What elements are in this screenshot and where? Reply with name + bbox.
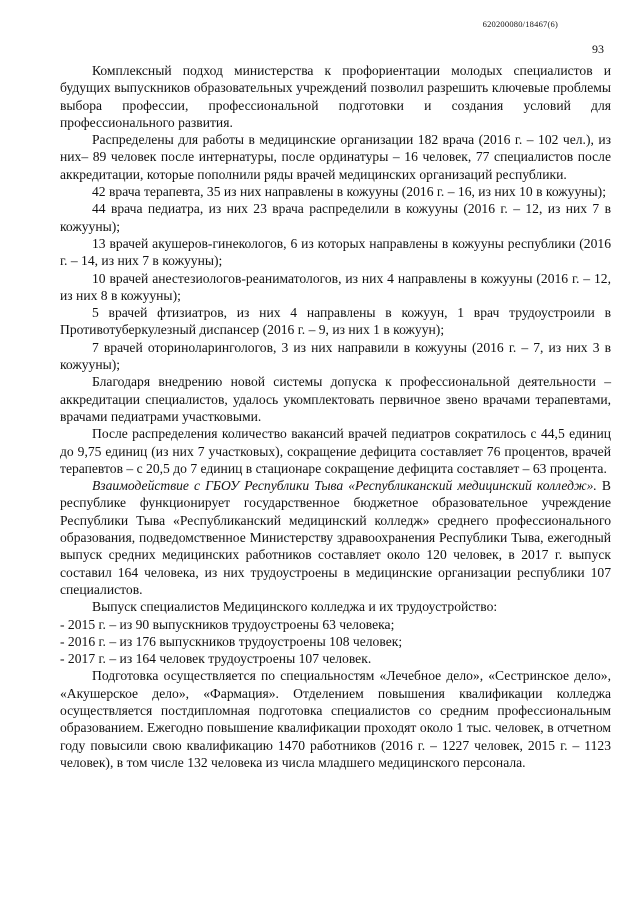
paragraph: После распределения количество вакансий врачей педиатров сократилось с 44,5 единиц до 9,75 единиц (из них 7 участковых), сокращение дефицита составляет 76 процентов, врачей терапевтов – с 20,5 до 7 единиц в стационаре сокращение дефицита составляет – 63 процента. — [60, 426, 611, 476]
document-body — [60, 62, 611, 771]
document-id: 620200080/18467(6) — [482, 19, 558, 29]
paragraph-college — [60, 477, 611, 598]
paragraph: 44 врача педиатра, из них 23 врача распределили в кожууны (2016 г. – 12, из них 7 в кожууны); — [60, 201, 611, 234]
paragraph: Распределены для работы в медицинские организации 182 врача (2016 г. – 102 чел.), из них– 89 человек после интернатуры, после ординатуры – 16 человек, 77 специалистов после аккредитации, которые пополнили ряды врачей медицинских организаций республики. — [60, 132, 611, 182]
section-heading-italic: Взаимодействие с ГБОУ Республики Тыва «Республиканский медицинский колледж». — [92, 478, 597, 494]
paragraph: 5 врачей фтизиатров, из них 4 направлены в кожуун, 1 врач трудоустроили в Противотуберкулезный диспансер (2016 г. – 9, из них 1 в кожуун); — [60, 305, 611, 338]
list-item: - 2017 г. – из 164 человек трудоустроены 107 человек. — [60, 651, 372, 667]
list-item: - 2016 г. – из 176 выпускников трудоустроены 108 человек; — [60, 633, 403, 649]
paragraph: 10 врачей анестезиологов-реаниматологов, из них 4 направлены в кожууны (2016 г. – 12, из них 8 в кожууны); — [60, 270, 611, 303]
paragraph: Выпуск специалистов Медицинского колледжа и их трудоустройство: — [92, 599, 498, 615]
paragraph-text: В республике функционирует государственное бюджетное образовательное учреждение Республики Тыва «Республиканский медицинский колледж» среднего профессионального образования, подведомственное Министерству здравоохранения Республики Тыва, ежегодный выпуск средних медицинских работников составляет около 120 человек, в 2017 г. выпуск составил 164 человека, из них трудоустроены в медицинские организации республики 107 специалистов. — [60, 478, 612, 597]
paragraph: Комплексный подход министерства к профориентации молодых специалистов и будущих выпускников образовательных учреждений позволил разрешить ключевые проблемы выбора профессии, профессиональной подготовки и создания условий для профессионального развития. — [60, 63, 611, 130]
paragraph: Благодаря внедрению новой системы допуска к профессиональной деятельности – аккредитации специалистов, удалось укомплектовать первичное звено врачами терапевтами, врачами педиатрами участковыми. — [60, 374, 611, 424]
list-item: - 2015 г. – из 90 выпускников трудоустроены 63 человека; — [60, 616, 395, 632]
paragraph: Подготовка осуществляется по специальностям «Лечебное дело», «Сестринское дело», «Акушерское дело», «Фармация». Отделением повышения квалификации колледжа осуществляется постдипломная подготовка специалистов со средним профессиональным образованием. Ежегодно повышение квалификации проходят около 1 тыс. человек, в отчетном году повысили свою квалификацию 1470 работников (2016 г. – 1227 человек, 2015 г. – 1123 человек), в том числе 132 человека из числа младшего медицинского персонала. — [60, 668, 611, 770]
page-number: 93 — [592, 42, 604, 56]
paragraph: 7 врачей оториноларингологов, 3 из них направили в кожууны (2016 г. – 7, из них 3 в кожууны); — [60, 339, 611, 373]
paragraph: 13 врачей акушеров-гинекологов, 6 из которых направлены в кожууны республики (2016 г. – 14, из них 7 в кожууны); — [60, 235, 611, 269]
paragraph: 42 врача терапевта, 35 из них направлены в кожууны (2016 г. – 16, из них 10 в кожууны); — [92, 184, 606, 200]
